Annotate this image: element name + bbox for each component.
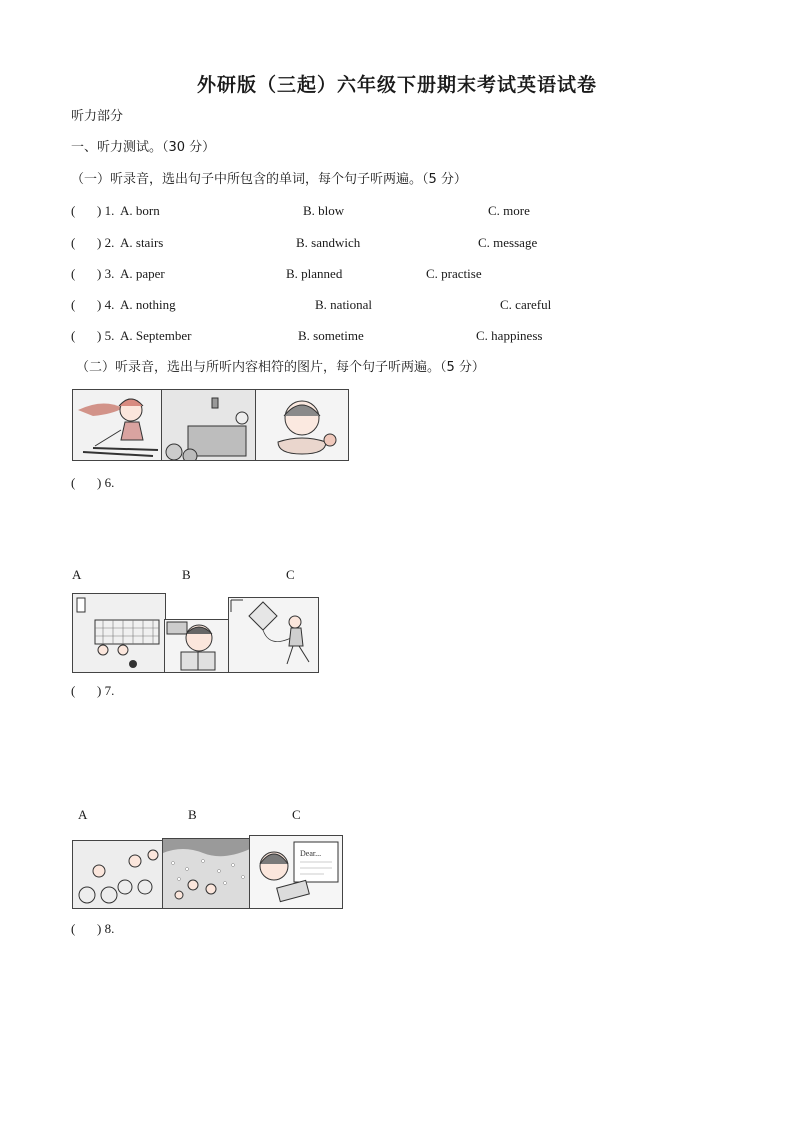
- question-number: ) 6.: [97, 475, 115, 490]
- picture-kids-snow[interactable]: [162, 838, 251, 909]
- option-b: B. blow: [303, 203, 345, 218]
- answer-paren[interactable]: (: [71, 328, 76, 343]
- picture-boy-kite[interactable]: [228, 597, 319, 673]
- option-b-label: B: [188, 807, 197, 822]
- sub2-heading: （二）听录音，选出与所听内容相符的图片，每个句子听两遍。（5 分）: [76, 360, 485, 375]
- teacher-classroom-illustration: [162, 390, 256, 460]
- answer-paren[interactable]: (: [71, 266, 76, 281]
- option-a: A. born: [120, 203, 160, 218]
- computer-screen-text: Dear...: [300, 849, 322, 858]
- answer-paren[interactable]: (: [71, 683, 76, 698]
- option-c: C. happiness: [476, 328, 543, 343]
- picture-girl-bathing[interactable]: [255, 389, 349, 461]
- answer-paren[interactable]: (: [71, 203, 76, 218]
- option-b: B. sometime: [298, 328, 364, 343]
- option-a: A. paper: [120, 266, 165, 281]
- option-c: C. message: [478, 235, 538, 250]
- option-c-label: C: [292, 807, 301, 822]
- part1-heading: 一、听力测试。（30 分）: [71, 140, 216, 155]
- option-c: C. careful: [500, 297, 552, 312]
- girl-bathing-illustration: [256, 390, 348, 460]
- picture-boy-reading[interactable]: [164, 619, 230, 673]
- question-number: ) 4.: [97, 297, 115, 312]
- page-title: 外研版（三起）六年级下册期末考试英语试卷: [196, 74, 597, 96]
- option-c: C. more: [488, 203, 530, 218]
- option-b: B. sandwich: [296, 235, 361, 250]
- answer-paren[interactable]: (: [71, 921, 76, 936]
- answer-paren[interactable]: (: [71, 235, 76, 250]
- skiing-girl-illustration: [73, 390, 162, 460]
- boys-football-illustration: [73, 594, 165, 672]
- kids-bikes-illustration: [73, 841, 163, 908]
- question-number: ) 7.: [97, 683, 115, 698]
- picture-kids-bikes[interactable]: [72, 840, 164, 909]
- answer-paren[interactable]: (: [71, 475, 76, 490]
- picture-teacher-classroom[interactable]: [161, 389, 257, 461]
- boy-kite-illustration: [229, 598, 318, 672]
- question-number: ) 1.: [97, 203, 115, 218]
- option-b: B. planned: [286, 266, 343, 281]
- option-b-label: B: [182, 567, 191, 582]
- option-a: A. nothing: [120, 297, 176, 312]
- question-number: ) 5.: [97, 328, 115, 343]
- option-c-label: C: [286, 567, 295, 582]
- section-listening: 听力部分: [71, 109, 124, 124]
- picture-boys-football[interactable]: [72, 593, 166, 673]
- option-b: B. national: [315, 297, 373, 312]
- option-a: A. September: [120, 328, 192, 343]
- answer-paren[interactable]: (: [71, 297, 76, 312]
- option-a-label: A: [78, 807, 88, 822]
- option-a: A. stairs: [120, 235, 164, 250]
- picture-skiing-girl[interactable]: [72, 389, 163, 461]
- question-number: ) 3.: [97, 266, 115, 281]
- sub1-heading: （一）听录音，选出句子中所包含的单词，每个句子听两遍。（5 分）: [71, 172, 467, 187]
- picture-girl-computer[interactable]: [249, 835, 343, 909]
- question-number: ) 8.: [97, 921, 115, 936]
- kids-snow-illustration: [163, 839, 250, 908]
- option-c: C. practise: [426, 266, 482, 281]
- question-number: ) 2.: [97, 235, 115, 250]
- option-a-label: A: [72, 567, 82, 582]
- boy-reading-illustration: [165, 620, 229, 672]
- girl-computer-illustration: [250, 836, 342, 908]
